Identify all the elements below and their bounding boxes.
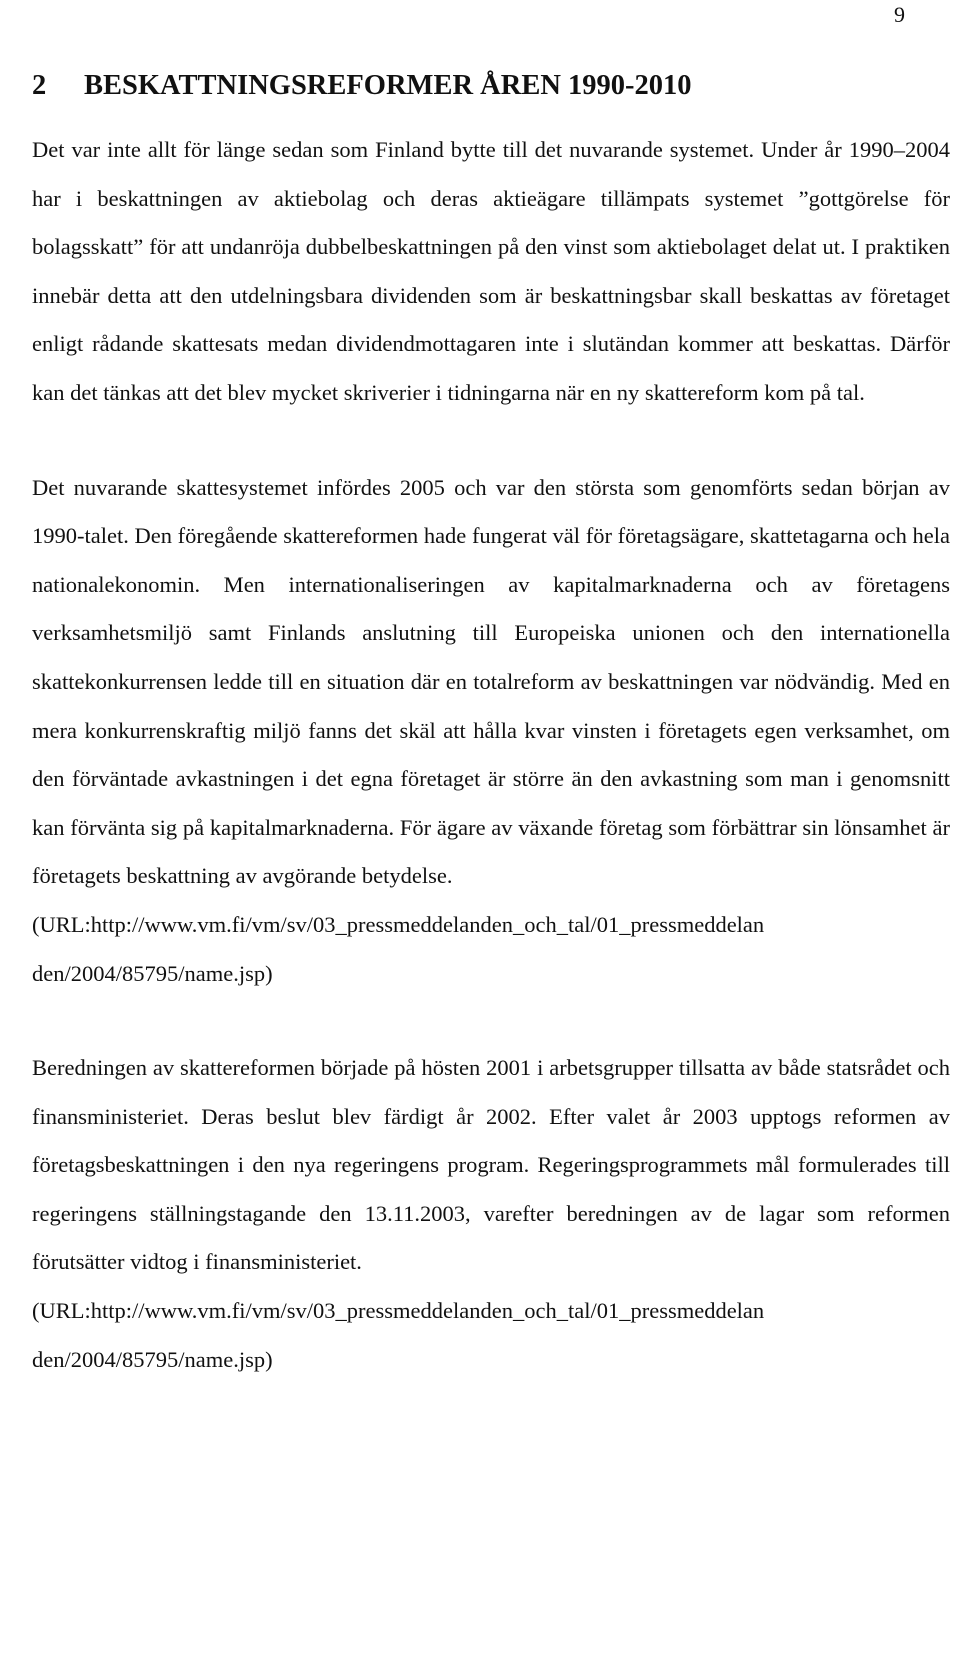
section-number: 2 xyxy=(32,70,47,101)
source-url-2-line-2: den/2004/85795/name.jsp) xyxy=(32,1346,273,1372)
section-title: BESKATTNINGSREFORMER ÅREN 1990-2010 xyxy=(84,70,692,101)
source-url-2-line-1: (URL:http://www.vm.fi/vm/sv/03_pressmeddelanden_och_tal/01_pressmeddelan xyxy=(32,1298,765,1324)
paragraph-3: Beredningen av skattereformen började på hösten 2001 i arbetsgrupper tillsatta av både statsrådet och finansministeriet. Deras beslut blev färdigt år 2002. Efter valet år 2003 upptogs reformen av företagsbeskattningen i den nya regeringens program. Regeringsprogrammets mål formulerades till regeringens ställningstagande den 13.11.2003, varefter beredningen av de lagar som reformen förutsätter vidtog i finansministeriet. xyxy=(32,1055,950,1275)
body-text xyxy=(32,126,950,1384)
page-number: 9 xyxy=(894,2,905,27)
paragraph-2: Det nuvarande skattesystemet infördes 2005 och var den största som genomförts sedan början av 1990-talet. Den föregående skattereformen hade fungerat väl för företagsägare, skattetagarna och hela nationalekonomin. Men internationaliseringen av kapitalmarknaderna och av företagens verksamhetsmiljö samt Finlands anslutning till Europeiska unionen och den internationella skattekonkurrensen ledde till en situation där en totalreform av beskattningen var nödvändig. Med en mera konkurrenskraftig miljö fanns det skäl att hålla kvar vinsten i företagets egen verksamhet, om den förväntade avkastningen i det egna företaget är större än den avkastning som man i genomsnitt kan förvänta sig på kapitalmarknaderna. För ägare av växande företag som förbättrar sin lönsamhet är företagets beskattning av avgörande betydelse. xyxy=(32,474,950,889)
section-heading xyxy=(32,66,692,106)
source-url-1-line-1: (URL:http://www.vm.fi/vm/sv/03_pressmeddelanden_och_tal/01_pressmeddelan xyxy=(32,911,765,937)
paragraph-1: Det var inte allt för länge sedan som Finland bytte till det nuvarande systemet. Under år 1990–2004 har i beskattningen av aktiebolag och deras aktieägare tillämpats systemet ”gottgörelse för bolagsskatt” för att undanröja dubbelbeskattningen på den vinst som aktiebolaget delat ut. I praktiken innebär detta att den utdelningsbara dividenden som är beskattningsbar skall beskattas av företaget enligt rådande skattesats medan dividendmottagaren inte i slutändan kommer att beskattas. Därför kan det tänkas att det blev mycket skriverier i tidningarna när en ny skattereform kom på tal. xyxy=(32,137,950,405)
source-url-1-line-2: den/2004/85795/name.jsp) xyxy=(32,960,273,986)
